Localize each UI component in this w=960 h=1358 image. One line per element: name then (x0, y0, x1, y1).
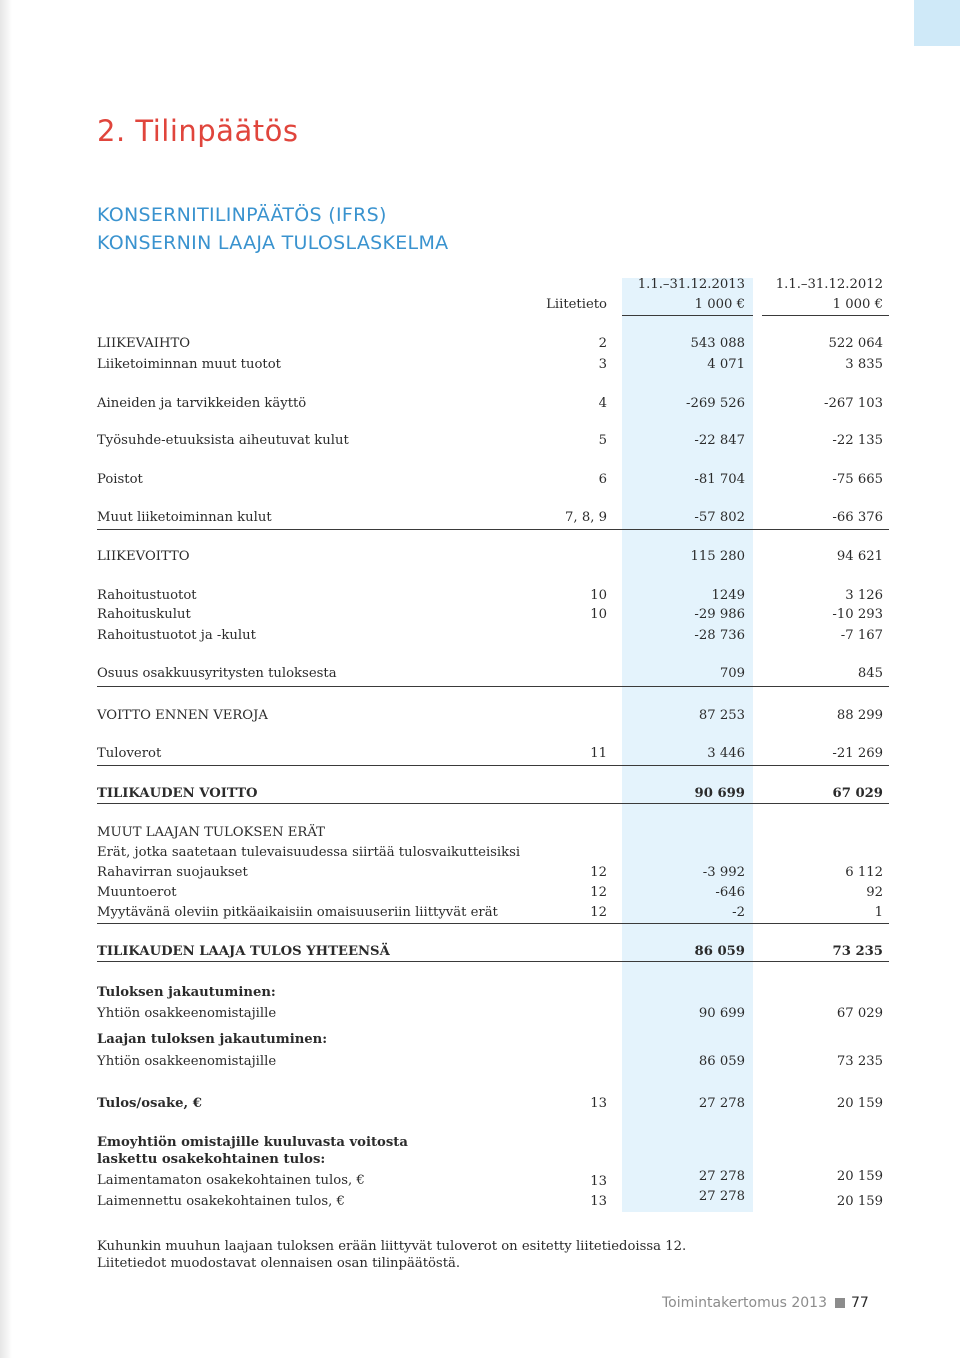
row-value-2013: -81 704 (694, 472, 745, 487)
row-label: Osuus osakkuusyritysten tuloksesta (97, 666, 337, 681)
row-value-2012: 73 235 (836, 1054, 883, 1069)
footer-square-icon (835, 1298, 845, 1308)
row-value-2012: -10 293 (832, 607, 883, 622)
row-note: 2 (598, 336, 607, 351)
row-note: 7, 8, 9 (565, 510, 607, 525)
row-value-2012: 67 029 (836, 1006, 883, 1021)
row-note: 11 (590, 746, 607, 761)
row-note: 4 (598, 396, 607, 411)
report-name: Toimintakertomus 2013 (661, 1295, 827, 1311)
row-value-2013: 87 253 (698, 708, 745, 723)
row-note: 12 (590, 885, 607, 900)
section-label: laskettu osakekohtainen tulos: (97, 1152, 326, 1167)
row-value-2013: 543 088 (690, 336, 745, 351)
row-value-2013: 27 278 (698, 1096, 745, 1111)
row-note: 6 (598, 472, 607, 487)
period-2013: 1.1.–31.12.2013 (637, 277, 745, 292)
row-value-2013: 27 278 (698, 1169, 745, 1184)
row-label: TILIKAUDEN LAAJA TULOS YHTEENSÄ (97, 944, 390, 959)
row-value-2012: 20 159 (836, 1096, 883, 1111)
row-value-2012: 3 126 (845, 588, 883, 603)
heading-income-statement: KONSERNIN LAAJA TULOSLASKELMA (97, 232, 449, 254)
row-label: Rahoitustuotot ja -kulut (97, 628, 256, 643)
row-value-2012: -66 376 (832, 510, 883, 525)
row-value-2013: -28 736 (694, 628, 745, 643)
section-label: MUUT LAAJAN TULOKSEN ERÄT (97, 825, 325, 840)
header-rule-2013 (622, 315, 753, 316)
footnote: Liitetiedot muodostavat olennaisen osan tilinpäätöstä. (97, 1256, 461, 1271)
row-value-2013: -3 992 (702, 865, 745, 880)
row-label: Muut liiketoiminnan kulut (97, 510, 272, 525)
row-label: Myytävänä oleviin pitkäaikaisiin omaisuuseriin liittyvät erät (97, 905, 498, 920)
row-value-2012: 73 235 (832, 944, 883, 959)
row-value-2012: 92 (866, 885, 883, 900)
row-label: Laimentamaton osakekohtainen tulos, € (97, 1173, 365, 1188)
row-label: LIIKEVOITTO (97, 549, 190, 564)
row-value-2013: -646 (715, 885, 745, 900)
row-value-2013: 90 699 (694, 786, 745, 801)
period-2012: 1.1.–31.12.2012 (775, 277, 883, 292)
row-value-2013: 90 699 (698, 1006, 745, 1021)
page-number: 77 (851, 1295, 869, 1311)
section-sublabel: Erät, jotka saatetaan tulevaisuudessa siirtää tulosvaikutteisiksi (97, 845, 521, 860)
row-value-2013: 709 (719, 666, 745, 681)
row-value-2013: 4 071 (707, 357, 745, 372)
chapter-title: 2. Tilinpäätös (97, 114, 299, 148)
row-label: Rahoitustuotot (97, 588, 197, 603)
row-value-2013: 86 059 (694, 944, 745, 959)
corner-tab (914, 0, 960, 46)
row-note: 10 (590, 588, 607, 603)
row-value-2013: 27 278 (698, 1189, 745, 1204)
section-label: Tuloksen jakautuminen: (97, 985, 276, 1000)
row-note: 13 (590, 1174, 607, 1189)
unit-2012: 1 000 € (832, 297, 883, 312)
row-value-2012: -7 167 (840, 628, 883, 643)
row-value-2012: 3 835 (845, 357, 883, 372)
row-value-2012: 67 029 (832, 786, 883, 801)
column-2013-highlight (622, 278, 753, 1212)
row-value-2012: 845 (857, 666, 883, 681)
row-value-2013: -22 847 (694, 433, 745, 448)
row-value-2013: -57 802 (694, 510, 745, 525)
row-value-2012: 20 159 (836, 1194, 883, 1209)
row-note: 12 (590, 865, 607, 880)
section-label: Laajan tuloksen jakautuminen: (97, 1032, 328, 1047)
row-note: 12 (590, 905, 607, 920)
heading-ifrs: KONSERNITILINPÄÄTÖS (IFRS) (97, 204, 387, 226)
row-label: Rahoituskulut (97, 607, 191, 622)
section-label: Emoyhtiön omistajille kuuluvasta voitosta (97, 1135, 408, 1150)
row-value-2012: 6 112 (845, 865, 883, 880)
row-value-2013: 86 059 (698, 1054, 745, 1069)
row-note: 5 (598, 433, 607, 448)
row-label: Yhtiön osakkeenomistajille (97, 1054, 277, 1069)
row-label: Liiketoiminnan muut tuotot (97, 357, 281, 372)
row-label: Muuntoerot (97, 885, 177, 900)
row-label: Aineiden ja tarvikkeiden käyttö (97, 396, 307, 411)
row-value-2012: 20 159 (836, 1169, 883, 1184)
row-value-2012: -21 269 (832, 746, 883, 761)
unit-2013: 1 000 € (694, 297, 745, 312)
row-note: 3 (598, 357, 607, 372)
row-value-2012: 1 (874, 905, 883, 920)
row-value-2013: -29 986 (694, 607, 745, 622)
row-label: Työsuhde-etuuksista aiheutuvat kulut (97, 433, 349, 448)
row-label: Rahavirran suojaukset (97, 865, 248, 880)
row-label: Tulos/osake, € (97, 1096, 202, 1111)
row-label: VOITTO ENNEN VEROJA (97, 708, 268, 723)
row-divider (97, 765, 889, 766)
row-value-2012: -267 103 (824, 396, 883, 411)
row-value-2013: 3 446 (707, 746, 745, 761)
row-divider (97, 923, 889, 924)
row-label: TILIKAUDEN VOITTO (97, 786, 258, 801)
row-label: LIIKEVAIHTO (97, 336, 191, 351)
row-divider (97, 961, 889, 962)
page-edge-shadow (0, 0, 12, 1358)
row-value-2013: -2 (732, 905, 745, 920)
note-column-header: Liitetieto (546, 297, 607, 312)
row-divider (97, 686, 889, 687)
footnote: Kuhunkin muuhun laajaan tuloksen erään liittyvät tuloverot on esitetty liitetiedoissa 12. (97, 1239, 687, 1254)
row-value-2012: 88 299 (836, 708, 883, 723)
row-label: Yhtiön osakkeenomistajille (97, 1006, 277, 1021)
row-value-2013: -269 526 (686, 396, 745, 411)
row-value-2012: 522 064 (828, 336, 883, 351)
row-value-2013: 1249 (711, 588, 745, 603)
row-divider (97, 803, 889, 804)
header-rule-2012 (762, 315, 889, 316)
row-note: 10 (590, 607, 607, 622)
row-value-2012: -22 135 (832, 433, 883, 448)
row-label: Poistot (97, 472, 143, 487)
row-value-2012: 94 621 (836, 549, 883, 564)
row-divider (97, 529, 889, 530)
row-note: 13 (590, 1194, 607, 1209)
row-note: 13 (590, 1096, 607, 1111)
row-label: Laimennettu osakekohtainen tulos, € (97, 1194, 345, 1209)
row-label: Tuloverot (97, 746, 162, 761)
row-value-2012: -75 665 (832, 472, 883, 487)
row-value-2013: 115 280 (690, 549, 745, 564)
